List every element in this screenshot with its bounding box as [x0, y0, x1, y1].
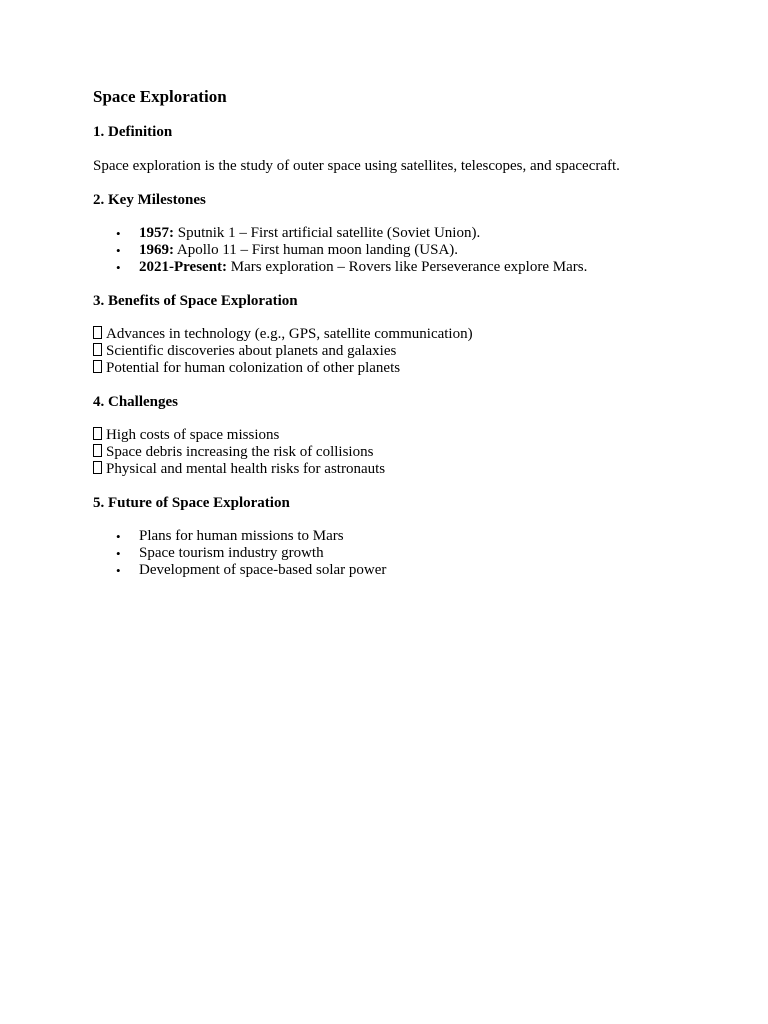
list-item: [93, 427, 713, 444]
milestone-year: 1969:: [139, 242, 174, 258]
benefits-list: [93, 326, 713, 377]
bullet-icon: •: [116, 563, 121, 578]
list-item: [116, 242, 713, 259]
section-heading-benefits: 3. Benefits of Space Exploration: [93, 293, 298, 309]
missing-glyph-icon: [93, 343, 102, 356]
benefit-text: Scientific discoveries about planets and galaxies: [106, 343, 397, 359]
challenges-list: [93, 427, 713, 478]
milestone-text: Mars exploration – Rovers like Perseverance explore Mars.: [227, 259, 588, 275]
bullet-icon: •: [116, 260, 121, 275]
challenge-text: High costs of space missions: [106, 427, 280, 443]
future-text: Development of space-based solar power: [139, 562, 387, 578]
document-title: Space Exploration: [93, 87, 227, 106]
section-heading-definition: 1. Definition: [93, 124, 173, 140]
milestone-year: 2021-Present:: [139, 259, 228, 275]
milestones-list: [93, 225, 713, 276]
benefit-text: Advances in technology (e.g., GPS, satellite communication): [106, 326, 473, 342]
benefit-text: Potential for human colonization of other planets: [106, 360, 401, 376]
list-item: [93, 444, 713, 461]
bullet-icon: •: [116, 243, 121, 258]
list-item: [116, 562, 713, 579]
missing-glyph-icon: [93, 360, 102, 373]
missing-glyph-icon: [93, 444, 102, 457]
challenge-text: Space debris increasing the risk of collisions: [106, 444, 374, 460]
section-heading-challenges: 4. Challenges: [93, 394, 179, 410]
section-heading-milestones: 2. Key Milestones: [93, 192, 206, 208]
list-item: [93, 326, 713, 343]
future-text: Plans for human missions to Mars: [139, 528, 344, 544]
missing-glyph-icon: [93, 461, 102, 474]
challenge-text: Physical and mental health risks for astronauts: [106, 461, 386, 477]
bullet-icon: •: [116, 226, 121, 241]
future-list: [93, 528, 713, 579]
list-item: [93, 461, 713, 478]
list-item: [93, 360, 713, 377]
bullet-icon: •: [116, 529, 121, 544]
milestone-text: Apollo 11 – First human moon landing (USA).: [174, 242, 459, 258]
milestone-text: Sputnik 1 – First artificial satellite (Soviet Union).: [174, 225, 481, 241]
bullet-icon: •: [116, 546, 121, 561]
list-item: [116, 225, 713, 242]
list-item: [116, 259, 713, 276]
definition-text: Space exploration is the study of outer space using satellites, telescopes, and spacecraft.: [93, 158, 620, 174]
future-text: Space tourism industry growth: [139, 545, 324, 561]
milestone-year: 1957:: [139, 225, 174, 241]
list-item: [116, 528, 713, 545]
document-body: [93, 86, 713, 596]
missing-glyph-icon: [93, 427, 102, 440]
section-heading-future: 5. Future of Space Exploration: [93, 495, 290, 511]
list-item: [116, 545, 713, 562]
list-item: [93, 343, 713, 360]
missing-glyph-icon: [93, 326, 102, 339]
